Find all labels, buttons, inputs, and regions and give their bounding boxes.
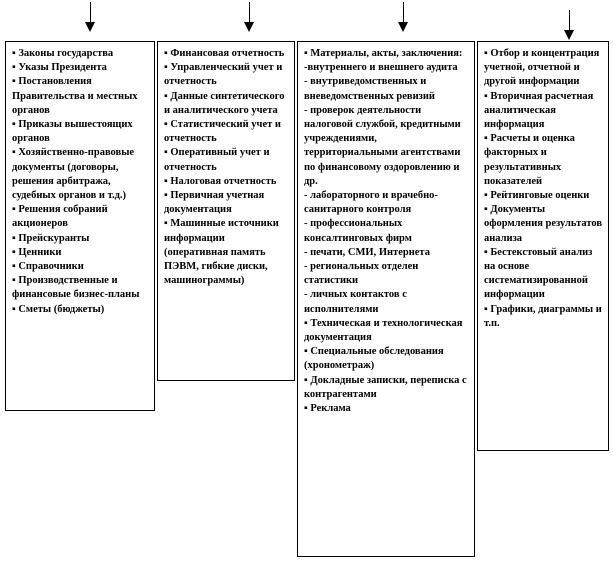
column-2-list: [164, 47, 290, 288]
list-item: ▪ Рейтинговые оценки: [484, 190, 590, 202]
list-item: - лабораторного и врачебно- санитарного контроля: [304, 190, 438, 216]
list-item: ▪ Законы государства: [12, 48, 114, 59]
list-item: - проверок деятельности налоговой службой, кредитными учреждениями, территориальными агентствами по финансовому оздоровлению и др.: [304, 104, 461, 187]
list-item: - личных контактов с исполнителями: [304, 289, 407, 315]
list-item: ▪ Документы оформления результатов анализа: [484, 204, 603, 244]
list-item: ▪ Статистический учет и отчетность: [164, 119, 281, 145]
list-item: ▪ Докладные записки, переписка с контрагентами: [304, 374, 467, 400]
list-item: ▪ Первичная учетная документация: [164, 190, 265, 216]
list-item: -внутреннего и внешнего аудита: [304, 62, 458, 74]
list-item: ▪ Отбор и концентрация учетной, отчетной и другой информации: [484, 48, 600, 88]
list-item: ▪ Указы Президента: [12, 62, 107, 74]
list-item: ▪ Оперативный учет и отчетность: [164, 147, 270, 173]
list-item: ▪ Справочники: [12, 261, 84, 273]
list-item: ▪ Налоговая отчетность: [164, 175, 277, 187]
list-item: - печати, СМИ, Интернета: [304, 246, 430, 258]
arrow-column-1: [84, 2, 98, 32]
list-item: ▪ Финансовая отчетность: [164, 48, 285, 59]
arrow-column-2: [243, 2, 257, 32]
list-item: - региональных отделен статистики: [304, 261, 419, 287]
list-item: ▪ Техническая и технологическая документация: [304, 317, 463, 344]
list-item: - профессиональных консалтинговых фирм: [304, 218, 412, 244]
list-item: ▪ Данные синтетического и аналитического учета: [164, 90, 285, 116]
list-item: ▪ Вторичная расчетная аналитическая информация: [484, 90, 594, 131]
list-item: ▪ Прейскуранты: [12, 232, 90, 244]
list-item: ▪ Хозяйственно-правовые документы (договоры, решения арбитража, судебных органов и т.д.): [12, 147, 135, 202]
box-column-2: [157, 41, 295, 381]
list-item: ▪ Машинные источники информации (оперативная память ПЭВМ, гибкие диски, машинограммы): [164, 218, 279, 287]
box-column-1: [5, 41, 155, 411]
list-item: ▪ Расчеты и оценка факторных и результативных показателей: [484, 133, 575, 187]
list-item: ▪ Специальные обследования (хронометраж): [304, 346, 444, 372]
list-item: ▪ Ценники: [12, 246, 62, 258]
list-item: ▪ Производственные и финансовые бизнес-планы: [12, 275, 140, 301]
list-item: ▪ Постановления Правительства и местных органов: [12, 76, 138, 116]
column-1-list: [12, 47, 150, 317]
box-column-4: [477, 41, 609, 451]
list-item: ▪ Бестекстовый анализ на основе систематизированной информации: [484, 246, 593, 301]
list-item: ▪ Управленческий учет и отчетность: [164, 62, 283, 88]
box-column-3: [297, 41, 475, 557]
list-item: ▪ Материалы, акты, заключения:: [304, 48, 463, 59]
arrow-column-3: [397, 2, 411, 32]
list-item: ▪ Решения собраний акционеров: [12, 204, 108, 230]
list-item: ▪ Сметы (бюджеты): [12, 303, 105, 315]
arrow-column-4: [563, 10, 577, 40]
list-item: ▪ Приказы вышестоящих органов: [12, 119, 133, 145]
list-item: - внутриведомственных и вневедомственных ревизий: [304, 76, 435, 102]
list-item: ▪ Реклама: [304, 403, 351, 415]
list-item: ▪ Графики, диаграммы и т.п.: [484, 303, 602, 329]
column-3-list: [304, 47, 470, 416]
column-4-list: [484, 47, 604, 331]
